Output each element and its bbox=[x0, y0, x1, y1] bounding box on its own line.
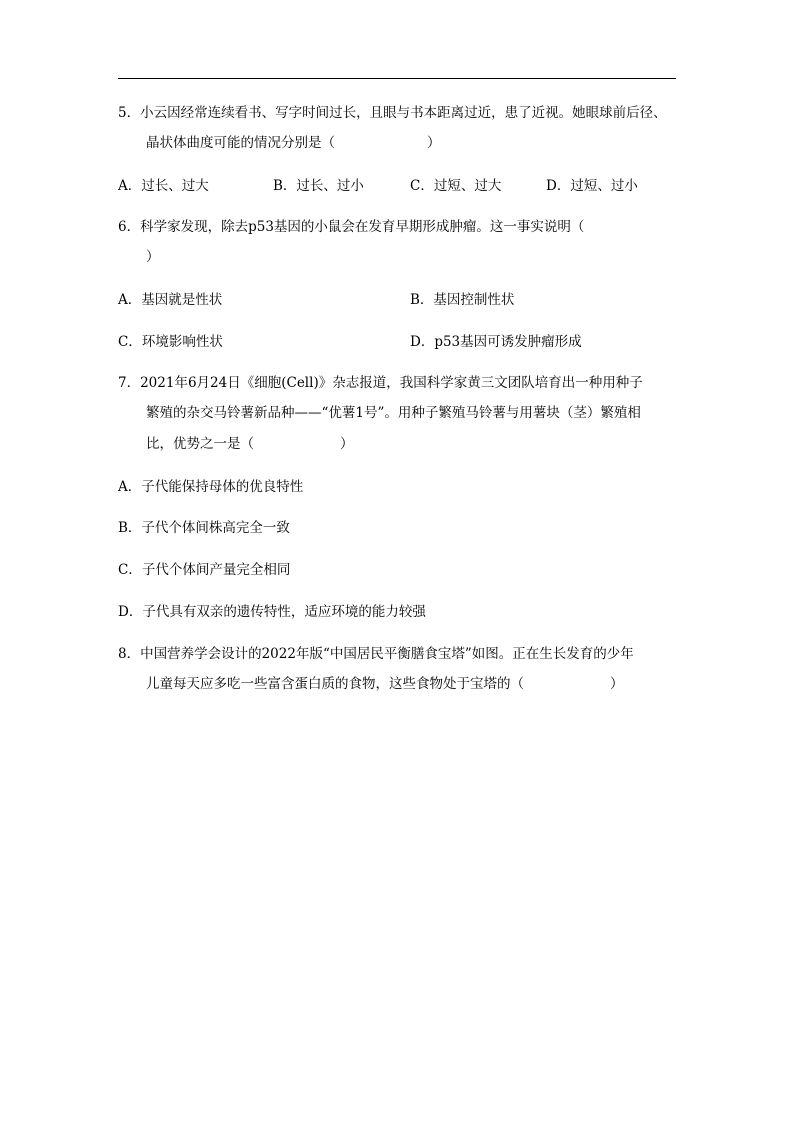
question-7-number: 7． bbox=[118, 375, 141, 391]
option-label: A． bbox=[118, 178, 142, 194]
question-7-option-d bbox=[118, 603, 426, 621]
option-text: 子代能保持母体的优良特性 bbox=[141, 479, 304, 495]
option-text: 环境影响性状 bbox=[141, 334, 223, 350]
question-8-stem-2: 儿童每天应多吃一些富含蛋白质的食物，这些食物处于宝塔的（ bbox=[146, 676, 524, 692]
option-label: D． bbox=[546, 178, 571, 194]
question-6-option-d bbox=[410, 333, 582, 351]
option-text: 过长、过大 bbox=[141, 178, 209, 194]
question-8-stem-1: 中国营养学会设计的2022年版“中国居民平衡膳食宝塔”如图。正在生长发育的少年 bbox=[140, 646, 634, 662]
option-text: 子代个体间株高完全一致 bbox=[141, 520, 290, 536]
question-8-number: 8． bbox=[118, 646, 141, 662]
option-label: D． bbox=[118, 604, 143, 620]
option-text: 基因控制性状 bbox=[433, 292, 515, 308]
option-label: B． bbox=[118, 520, 142, 536]
question-7-close-paren: ） bbox=[340, 436, 354, 452]
question-6-line-2 bbox=[146, 248, 160, 266]
question-5-option-c bbox=[410, 177, 501, 195]
question-6-option-c bbox=[118, 333, 223, 351]
option-text: 过短、过大 bbox=[433, 178, 502, 194]
question-7-line-1 bbox=[118, 374, 643, 392]
option-text: p53基因可诱发肿瘤形成 bbox=[434, 334, 582, 350]
question-5-line-2 bbox=[146, 134, 441, 152]
question-5-option-b bbox=[273, 177, 364, 195]
option-text: 子代个体间产量完全相同 bbox=[141, 562, 291, 578]
option-label: C． bbox=[118, 334, 142, 350]
question-5-option-d bbox=[546, 177, 638, 195]
question-7-line-2 bbox=[146, 404, 641, 422]
question-5-close-paren: ） bbox=[427, 135, 441, 151]
question-5-line-1 bbox=[118, 104, 667, 122]
question-8-close-paren: ） bbox=[610, 676, 624, 692]
question-8-line-1 bbox=[118, 645, 634, 663]
question-5-option-a bbox=[118, 177, 209, 195]
question-6-option-a bbox=[118, 291, 222, 309]
question-6-close-paren: ） bbox=[146, 249, 160, 265]
option-label: D． bbox=[410, 334, 435, 350]
option-label: A． bbox=[118, 292, 142, 308]
question-7-option-a bbox=[118, 478, 303, 496]
question-6-option-b bbox=[410, 291, 514, 309]
question-6-line-1 bbox=[118, 218, 584, 236]
question-5-stem-1: 小云因经常连续看书、写字时间过长，且眼与书本距离过近，患了近视。她眼球前后径、 bbox=[140, 105, 667, 121]
question-7-line-3 bbox=[146, 435, 354, 453]
option-label: C． bbox=[410, 178, 434, 194]
question-7-stem-3: 比，优势之一是（ bbox=[146, 436, 254, 452]
option-text: 过长、过小 bbox=[296, 178, 364, 194]
option-text: 子代具有双亲的遗传特性，适应环境的能力较强 bbox=[142, 604, 426, 620]
header-rule bbox=[118, 78, 676, 79]
question-5-stem-2: 晶状体曲度可能的情况分别是（ bbox=[146, 135, 335, 151]
option-label: B． bbox=[410, 292, 434, 308]
question-8-line-2 bbox=[146, 675, 624, 693]
question-7-option-c bbox=[118, 561, 290, 579]
question-6-stem-1: 科学家发现，除去p53基因的小鼠会在发育早期形成肿瘤。这一事实说明（ bbox=[140, 219, 585, 235]
option-label: A． bbox=[118, 479, 142, 495]
option-text: 过短、过小 bbox=[570, 178, 638, 194]
option-label: B． bbox=[273, 178, 297, 194]
option-label: C． bbox=[118, 562, 142, 578]
option-text: 基因就是性状 bbox=[141, 292, 223, 308]
question-7-stem-2: 繁殖的杂交马铃薯新品种——“优薯1号”。用种子繁殖马铃薯与用薯块（茎）繁殖相 bbox=[146, 405, 641, 421]
question-6-number: 6． bbox=[118, 219, 141, 235]
question-7-option-b bbox=[118, 519, 290, 537]
question-5-number: 5． bbox=[118, 105, 141, 121]
question-7-stem-1: 2021年6月24日《细胞(Cell)》杂志报道，我国科学家黄三文团队培育出一种用种子 bbox=[140, 375, 643, 391]
